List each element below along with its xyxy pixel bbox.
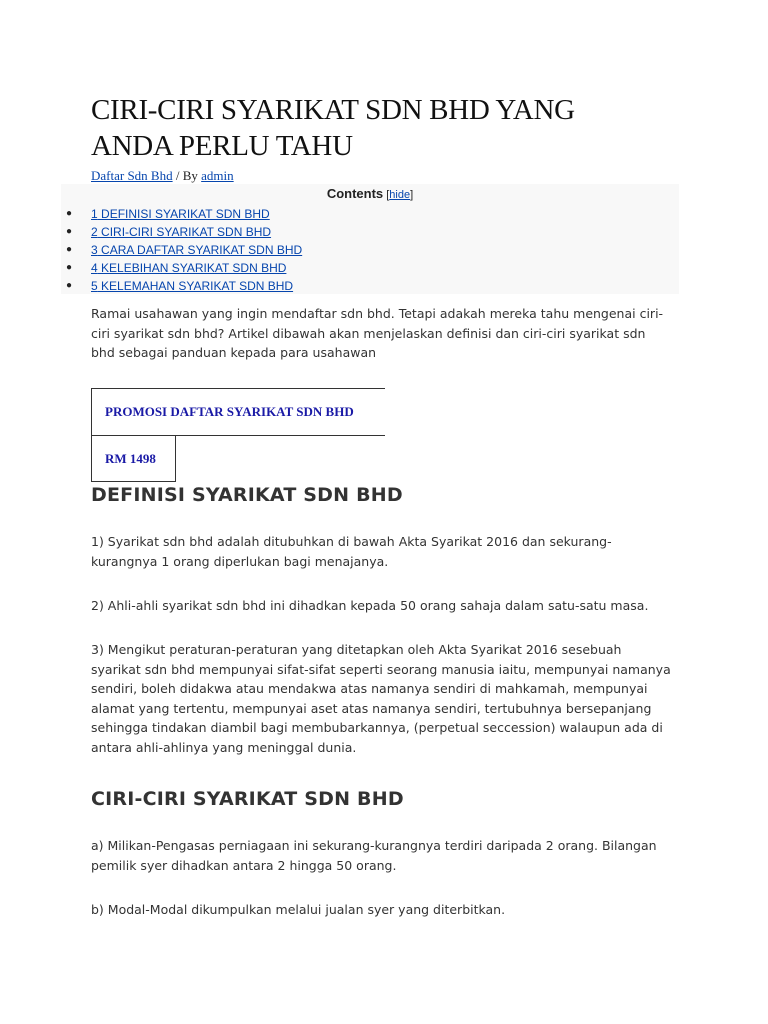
section-heading-ciri: CIRI-CIRI SYARIKAT SDN BHD [91,788,404,810]
promo-title: PROMOSI DAFTAR SYARIKAT SDN BHD [91,388,385,436]
toc-label: KELEMAHAN SYARIKAT SDN BHD [97,279,294,293]
category-link[interactable]: Daftar Sdn Bhd [91,168,173,183]
toc-link-kelemahan[interactable] [91,279,293,293]
toc-label: CARA DAFTAR SYARIKAT SDN BHD [97,243,303,257]
byline-separator: / By [172,168,202,183]
section-heading-definisi: DEFINISI SYARIKAT SDN BHD [91,484,403,506]
toc-number: 4 [91,261,98,275]
definisi-point-1: 1) Syarikat sdn bhd adalah ditubuhkan di bawah Akta Syarikat 2016 dan sekurang-kurangnya 1 orang diperlukan bagi menajanya. [91,534,612,569]
toc-label: DEFINISI SYARIKAT SDN BHD [97,207,270,221]
toc-header [61,184,679,205]
definisi-point-2: 2) Ahli-ahli syarikat sdn bhd ini dihadkan kepada 50 orang sahaja dalam satu-satu masa. [91,598,649,613]
page-title: CIRI-CIRI SYARIKAT SDN BHD YANG ANDA PERLU TAHU [91,94,575,162]
bullet-icon: ● [66,244,73,255]
definisi-point-3: 3) Mengikut peraturan-peraturan yang ditetapkan oleh Akta Syarikat 2016 sesebuah syarikat sdn bhd mempunyai sifat-sifat seperti seorang manusia iaitu, mempunyai namanya sendiri, boleh didakwa atau mendakwa atas namanya sendiri di mahkamah, mempunyai alamat yang tertentu, mempunyai aset atas namanya sendiri, tertubuhnya bersepanjang sehingga tindakan diambil bagi membubarkannya, (perpetual seccession) walaupun ada di antara ahli-ahlinya yang meninggal dunia. [91,642,671,755]
toc-link-definisi[interactable] [91,207,270,221]
toc-number: 3 [91,243,98,257]
author-link[interactable]: admin [201,168,234,183]
byline [91,168,234,184]
promo-price: RM 1498 [91,436,176,482]
bullet-icon: ● [66,208,73,219]
toc-item [61,259,679,277]
toc-number: 1 [91,207,98,221]
toc-bracket-open: [ [383,189,390,201]
toc-number: 2 [91,225,98,239]
bullet-icon: ● [66,280,73,291]
table-of-contents [61,184,679,294]
toc-list [61,205,679,295]
bullet-icon: ● [66,226,73,237]
toc-number: 5 [91,279,98,293]
ciri-point-b: b) Modal-Modal dikumpulkan melalui jualan syer yang diterbitkan. [91,902,506,917]
promo-table [91,388,385,482]
toc-hide-link[interactable]: hide [389,189,411,201]
toc-label: CIRI-CIRI SYARIKAT SDN BHD [97,225,272,239]
toc-item [61,223,679,241]
toc-label: KELEBIHAN SYARIKAT SDN BHD [97,261,287,275]
toc-link-ciri[interactable] [91,225,271,239]
toc-item [61,205,679,223]
toc-link-kelebihan[interactable] [91,261,286,275]
toc-bracket-close: ] [410,189,414,201]
toc-title: Contents [326,186,384,201]
bullet-icon: ● [66,262,73,273]
toc-item [61,241,679,259]
ciri-point-a: a) Milikan-Pengasas perniagaan ini sekurang-kurangnya terdiri daripada 2 orang. Bilangan pemilik syer dihadkan antara 2 hingga 50 orang. [91,838,657,873]
toc-link-cara-daftar[interactable] [91,243,302,257]
toc-item [61,277,679,295]
intro-paragraph: Ramai usahawan yang ingin mendaftar sdn bhd. Tetapi adakah mereka tahu mengenai ciri-ciri syarikat sdn bhd? Artikel dibawah akan menjelaskan definisi dan ciri-ciri syarikat sdn bhd sebagai panduan kepada para usahawan [91,306,664,360]
